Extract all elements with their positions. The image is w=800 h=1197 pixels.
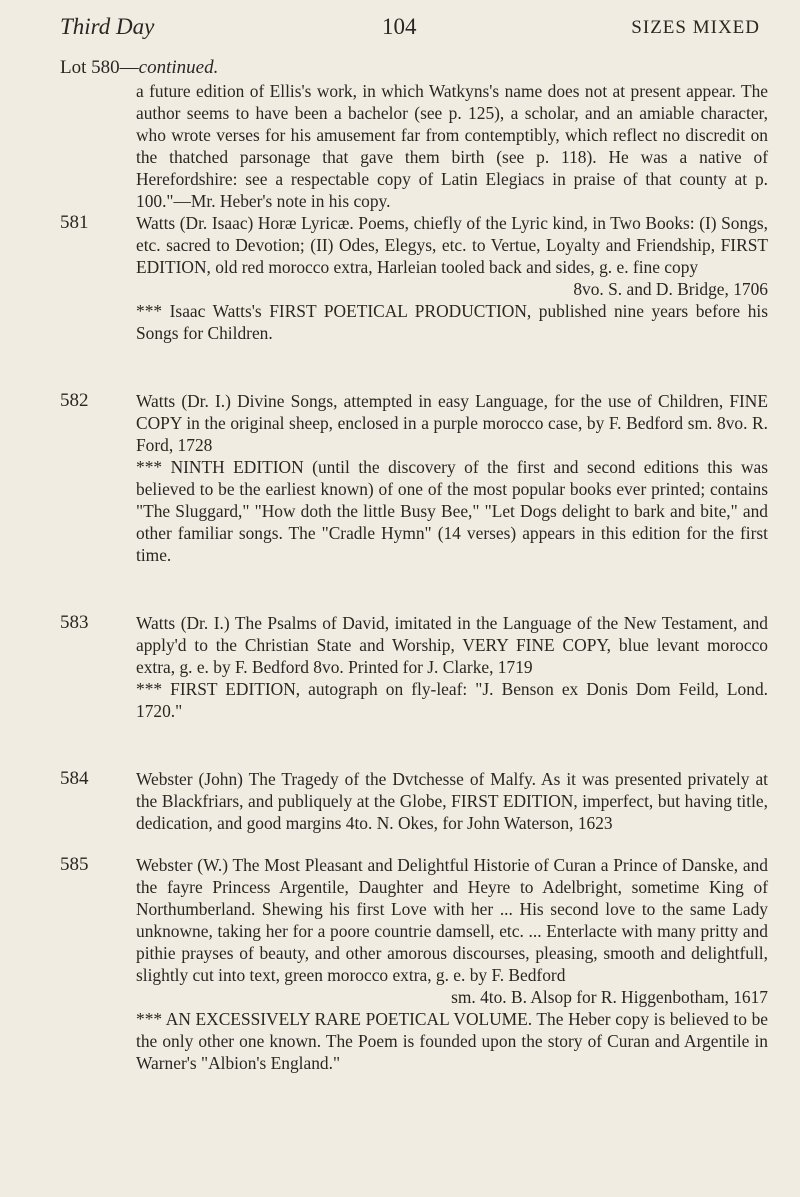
- lot-description: Webster (W.) The Most Pleasant and Delightful Historie of Curan a Prince of Danske, and the fayre Princess Argentile, Daughter and Heyre to Adelbright, sometime King of Northumberland. Shewing his first Love with her ... His second love to the same Lady unknowne, taking her for a poore countrie damsell, etc. ... Enterlacte with many pritty and pithie prayses of beauty, and other amorous discourses, pleasing, smooth and delightfull, slightly cut into text, green morocco extra, g. e. by F. Bedford: [136, 855, 768, 985]
- lot-description: Watts (Dr. I.) Divine Songs, attempted in easy Language, for the use of Children, FINE COPY in the original sheep, enclosed in a purple morocco case, by F. Bedford sm. 8vo. R. Ford, 1728: [136, 391, 768, 455]
- running-head-right: SIZES MIXED: [631, 17, 760, 38]
- lot-note: *** NINTH EDITION (until the discovery of the first and second editions this was believed to be the earliest known) of one of the most popular books ever printed; contains "The Sluggard," "How doth the little Busy Bee," "Let Dogs delight to bark and bite," and other familiar songs. The "Cradle Hymn" (14 verses) appears in this edition for the first time.: [136, 457, 768, 565]
- page-header: [60, 14, 760, 44]
- lot-584: [60, 768, 768, 834]
- lot-number: 581: [60, 212, 89, 233]
- lot-imprint: 8vo. S. and D. Bridge, 1706: [573, 279, 768, 299]
- lot-note: *** AN EXCESSIVELY RARE POETICAL VOLUME. The Heber copy is believed to be the only other one known. The Poem is founded upon the story of Curan and Argentile in Warner's "Albion's England.": [136, 1009, 768, 1073]
- lot-number: 583: [60, 612, 89, 633]
- lot-description: Watts (Dr. I.) The Psalms of David, imitated in the Language of the New Testament, and apply'd to the Christian State and Worship, VERY FINE COPY, blue levant morocco extra, g. e. by F. Bedford 8vo. Printed for J. Clarke, 1719: [136, 613, 768, 677]
- lot-heading-continued: continued.: [138, 57, 219, 78]
- lot-heading: [60, 57, 218, 79]
- lot-description: Watts (Dr. Isaac) Horæ Lyricæ. Poems, chiefly of the Lyric kind, in Two Books: (I) Songs, etc. sacred to Devotion; (II) Odes, Elegys, etc. to Vertue, Loyalty and Friendship, FIRST EDITION, old red morocco extra, Harleian tooled back and sides, g. e. fine copy: [136, 213, 768, 277]
- lot-number: 584: [60, 768, 89, 789]
- lot-580-continuation: [60, 80, 768, 212]
- lot-580-text: a future edition of Ellis's work, in which Watkyns's name does not at present appear. The author seems to have been a bachelor (see p. 125), a scholar, and an amiable character, who wrote verses for his amusement far from contemptibly, which reflect no discredit on the thatched parsonage that gave them birth (see p. 118). He was a native of Herefordshire: see a respectable copy of Latin Elegiacs in praise of that county at p. 100."—Mr. Heber's note in his copy.: [136, 81, 768, 211]
- lot-note: *** FIRST EDITION, autograph on fly-leaf: "J. Benson ex Donis Dom Feild, Lond. 1720.": [136, 679, 768, 721]
- lot-note: *** Isaac Watts's FIRST POETICAL PRODUCTION, published nine years before his Songs for Children.: [136, 301, 768, 343]
- running-head-left: Third Day: [60, 14, 155, 39]
- lot-heading-label: Lot 580—: [60, 57, 139, 78]
- lot-582: [60, 390, 768, 566]
- page-number: 104: [382, 14, 417, 39]
- lot-number: 582: [60, 390, 89, 411]
- lot-description: Webster (John) The Tragedy of the Dvtchesse of Malfy. As it was presented privately at the Blackfriars, and publiquely at the Globe, FIRST EDITION, imperfect, but having title, dedication, and good margins 4to. N. Okes, for John Waterson, 1623: [136, 769, 768, 833]
- lot-number: 585: [60, 854, 89, 875]
- lot-imprint: sm. 4to. B. Alsop for R. Higgenbotham, 1617: [451, 987, 768, 1007]
- lot-585: [60, 854, 768, 1074]
- lot-583: [60, 612, 768, 722]
- lot-581: [60, 212, 768, 344]
